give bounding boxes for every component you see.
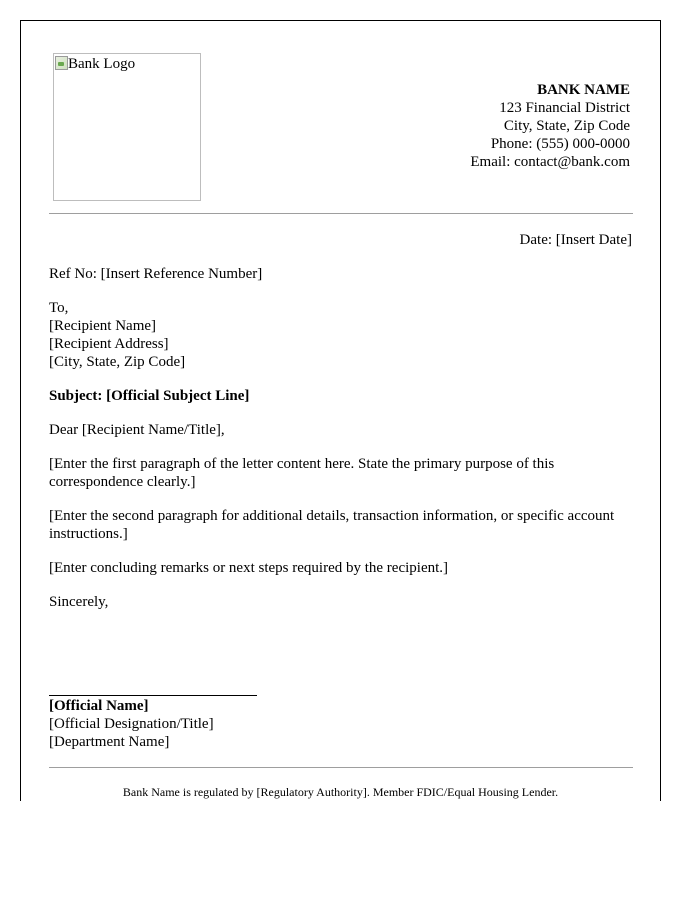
bank-name: BANK NAME	[537, 82, 630, 98]
body-paragraph-1: [Enter the first paragraph of the letter content here. State the primary purpose of this correspondence clearly.]	[49, 456, 555, 490]
bank-phone: Phone: (555) 000-0000	[490, 136, 630, 152]
signature-line	[49, 695, 257, 696]
recipient-city: [City, State, Zip Code]	[49, 354, 186, 370]
recipient-block	[49, 299, 185, 371]
recipient-address: [Recipient Address]	[49, 336, 169, 352]
subject-line: Subject: [Official Subject Line]	[49, 388, 250, 404]
body-paragraph-2: [Enter the second paragraph for additional details, transaction information, or specific account instructions.]	[49, 508, 615, 542]
letter-page	[20, 20, 661, 801]
body-paragraph-3: [Enter concluding remarks or next steps required by the recipient.]	[49, 560, 449, 576]
reference-number: Ref No: [Insert Reference Number]	[49, 266, 263, 282]
bank-address-line2: City, State, Zip Code	[503, 118, 630, 134]
broken-image-icon	[55, 56, 68, 70]
department-name: [Department Name]	[49, 734, 170, 750]
logo-alt-text: Bank Logo	[68, 56, 136, 72]
signature-block	[49, 697, 214, 751]
letter-date: Date: [Insert Date]	[519, 232, 632, 248]
footer-divider	[49, 767, 633, 768]
bank-email: Email: contact@bank.com	[470, 154, 630, 170]
regulatory-footer: Bank Name is regulated by [Regulatory Authority]. Member FDIC/Equal Housing Lender.	[122, 785, 559, 799]
bank-logo	[53, 53, 201, 201]
salutation: Dear [Recipient Name/Title],	[49, 422, 225, 438]
official-designation: [Official Designation/Title]	[49, 716, 214, 732]
to-label: To,	[49, 300, 69, 316]
recipient-name: [Recipient Name]	[49, 318, 157, 334]
header-divider	[49, 213, 633, 214]
bank-address-line1: 123 Financial District	[499, 100, 630, 116]
closing: Sincerely,	[49, 594, 109, 610]
bank-contact-block	[470, 81, 630, 171]
official-name: [Official Name]	[49, 698, 149, 714]
